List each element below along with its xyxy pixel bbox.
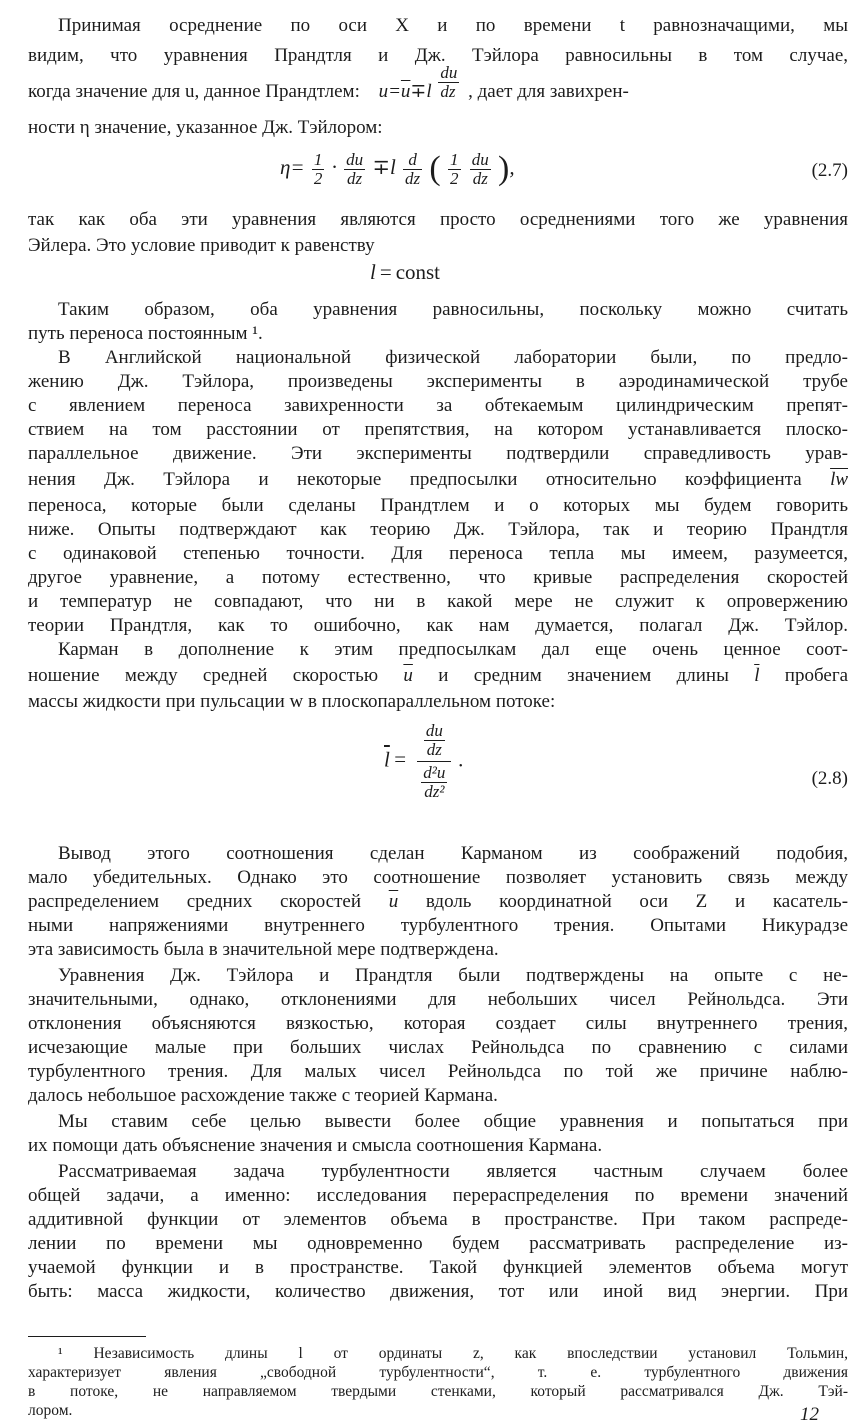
text-line: с явлением переноса завихренности за обтекаемым цилиндрическим препят- — [28, 395, 848, 416]
symbol-ubar: $\overline{u}$ — [388, 891, 399, 912]
text-line: Карман в дополнение к этим предпосылкам дал еще очень ценное соот- — [58, 639, 848, 660]
fraction-du-dz: $\frac{du}{dz}$ — [440, 63, 458, 102]
text-line: турбулентного трения. Для малых чисел Рейнольдса по той же причине наблю- — [28, 1061, 848, 1082]
text-line: жению Дж. Тэйлора, произведены эксперименты в аэродинамической трубе — [28, 371, 848, 392]
fraction-one-half: $\frac{1}{2}$ — [450, 149, 459, 188]
footnote-divider — [28, 1336, 146, 1337]
symbol-lw: $\overline{lw}$ — [830, 469, 849, 490]
text-line: Эйлера. Это условие приводит к равенству — [28, 235, 375, 256]
text-line: ствием на том расстоянии от препятствия, на котором устанавливается плоско- — [28, 419, 848, 440]
fraction-one-half: $\frac{1}{2}$ — [313, 149, 323, 188]
text-line: эта зависимость была в значительной мере подтверждена. — [28, 939, 499, 960]
text-line: Принимая осреднение по оси X и по времени t равнозначащими, мы — [58, 15, 848, 36]
text-line: ности η значение, указанное Дж. Тэйлором: — [28, 117, 383, 138]
text-line: теории Прандтля, как то ошибочно, как нам думается, полагал Дж. Тэйлор. — [28, 615, 848, 636]
text-line: параллельное движение. Эти эксперименты подтвердили справедливость урав- — [28, 443, 848, 464]
text-line: Вывод этого соотношения сделан Карманом из соображений подобия, — [58, 843, 848, 864]
text-line: Таким образом, оба уравнения равносильны, поскольку можно считать — [58, 299, 848, 320]
text-line: исчезающие малые при больших числах Рейнольдса по сравнению с силами — [28, 1037, 848, 1058]
text-line: В Английской национальной физической лаборатории были, по предло- — [58, 347, 848, 368]
text-line: аддитивной функции от элементов объема в пространстве. При таком распреде- — [28, 1209, 848, 1230]
fraction-d-dz: $\frac{d}{dz}$ — [405, 149, 421, 188]
compound-fraction — [417, 722, 451, 801]
text-line: общей задачи, а именно: исследования перераспределения по времени значений — [28, 1185, 848, 1206]
text-line: Мы ставим себе целью вывести более общие уравнения и попытаться при — [58, 1111, 848, 1132]
fraction-du-dz: $\frac{du}{dz}$ — [346, 149, 364, 188]
text-line: так как оба эти уравнения являются просто осреднениями того же уравнения — [28, 209, 848, 230]
text-line: Рассматриваемая задача турбулентности является частным случаем более — [58, 1161, 848, 1182]
text-line: мало убедительных. Однако это соотношение позволяет установить связь между — [28, 867, 848, 888]
equation-2-8: $\overline{l}$ = $\frac{\frac{du}{dz}}{\frac{\text{d²u}}{\text{dz²}}}$ . — [384, 721, 464, 801]
text-line: Уравнения Дж. Тэйлора и Прандтля были подтверждены на опыте с не- — [58, 965, 848, 986]
inline-formula-prandtl: $u=\overline{u}\mp l$ $\frac{du}{dz}$ — [378, 63, 458, 102]
text-line: с одинаковой степенью точности. Для переноса тепла мы имеем, разумеется, — [28, 543, 848, 564]
text-segment: когда значение для u, данное Прандтлем: — [28, 81, 360, 102]
text-line: отклонения объясняются вязкостью, которая создает силы внутреннего трения, — [28, 1013, 848, 1034]
text-line: учаемой функции и в пространстве. Такой функцией элементов объема могут — [28, 1257, 848, 1278]
text-line-with-formula — [28, 63, 848, 104]
footnote-line: в потоке, не направляемом твердыми стенками, который рассматривался Дж. Тэй- — [28, 1383, 848, 1400]
text-line: и температур не совпадают, что ни в какой мере не служит к опровержению — [28, 591, 848, 612]
equation-number: (2.7) — [811, 160, 848, 181]
symbol-ubar: $\overline{u}$ — [403, 665, 413, 686]
fraction-d2u-dz2: $\frac{\text{d²u}}{\text{dz²}}$ — [423, 763, 446, 801]
text-line: далось небольшое расхождение также с теорией Кармана. — [28, 1085, 498, 1106]
text-line-with-symbols: ношение между средней скоростью $\overline{u}$ и средним значением длины $\overline{l}$ пробега — [28, 665, 849, 686]
text-line: переноса, которые были сделаны Прандтлем и о которых мы будем говорить — [28, 495, 848, 516]
equation-2-7: η= $\frac{1}{2}$ · $\frac{du}{dz}$ ∓l $\frac{d}{dz}$ ( $\frac{1}{2}$ $\frac{du}{dz}$ ), — [280, 149, 515, 188]
text-segment: , дает для завихрен- — [468, 81, 629, 102]
text-line: массы жидкости при пульсации w в плоскопараллельном потоке: — [28, 691, 556, 712]
page-number: 12 — [800, 1404, 819, 1425]
text-line: лении по времени мы одновременно будем рассматривать распределение из- — [28, 1233, 848, 1254]
text-line: другое уравнение, а потому естественно, что кривые распределения скоростей — [28, 567, 848, 588]
text-line: ниже. Опыты подтверждают как теорию Дж. Тэйлора, так и теорию Прандтля — [28, 519, 848, 540]
fraction-du-dz: $\frac{du}{dz}$ — [425, 721, 443, 759]
footnote-line: ¹ Независимость длины l от ординаты z, как впоследствии установил Тольмин, — [58, 1345, 848, 1362]
footnote-line: характеризует явления „свободной турбулентности“, т. е. турбулентного движения — [28, 1364, 848, 1381]
text-line: их помощи дать объяснение значения и смысла соотношения Кармана. — [28, 1135, 603, 1156]
text-line: быть: масса жидкости, количество движения, тот или иной вид энергии. При — [28, 1281, 848, 1302]
symbol-lbar: $\overline{l}$ — [754, 665, 760, 686]
equation-l-const: l = const — [370, 260, 441, 284]
text-line-with-symbol: распределением средних скоростей $\overline{u}$ вдоль координатной оси Z и касатель- — [28, 891, 849, 912]
footnote-line: лором. — [28, 1402, 73, 1419]
equation-number: (2.8) — [811, 768, 848, 789]
fraction-du-dz: $\frac{du}{dz}$ — [471, 149, 489, 188]
text-line-with-symbol: нения Дж. Тэйлора и некоторые предпосылки относительно коэффициента $\overline{lw}$ — [28, 469, 849, 490]
text-line: путь переноса постоянным ¹. — [28, 323, 263, 344]
text-line: видим, что уравнения Прандтля и Дж. Тэйлора равносильны в том случае, — [28, 45, 848, 66]
text-line: значительными, однако, отклонениями для небольших чисел Рейнольдса. Эти — [28, 989, 848, 1010]
text-line: ными напряжениями внутреннего турбулентного трения. Опытами Никурадзе — [28, 915, 848, 936]
